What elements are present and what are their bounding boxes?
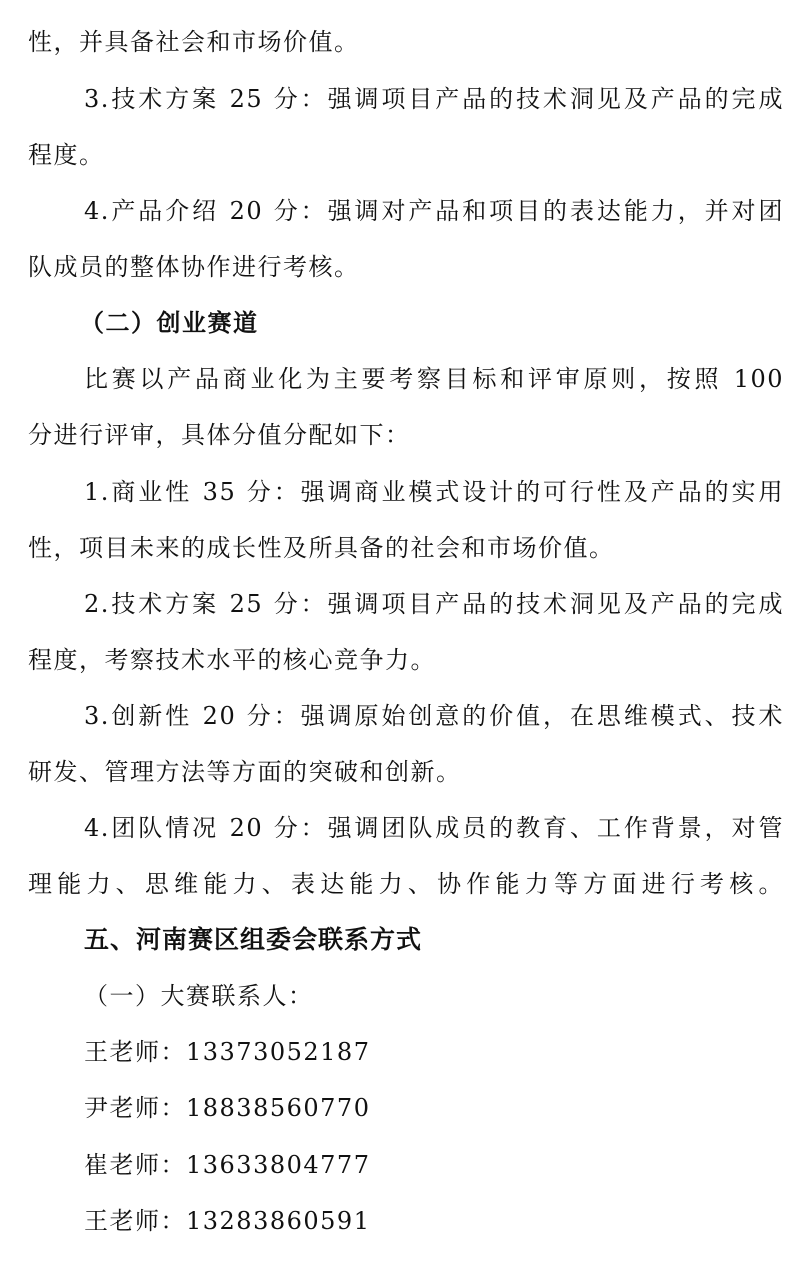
paragraph-continuation: 性，并具备社会和市场价值。: [28, 28, 360, 56]
contact-item: 崔老师：13633804777: [84, 1151, 371, 1179]
innovation-item-4-first-line: 4.产品介绍 20 分：强调对产品和项目的表达能力，并对团: [84, 197, 784, 225]
innovation-item-3-second-line: 程度。: [28, 141, 105, 169]
startup-item-2-first-line: 2.技术方案 25 分：强调项目产品的技术洞见及产品的完成: [84, 590, 784, 618]
contact-item: 尹老师：18838560770: [84, 1094, 371, 1122]
startup-item-3-first-line: 3.创新性 20 分：强调原始创意的价值，在思维模式、技术: [84, 702, 784, 730]
startup-item-1-second-line: 性，项目未来的成长性及所具备的社会和市场价值。: [28, 534, 615, 562]
contact-subheading: （一）大赛联系人：: [84, 982, 314, 1010]
startup-intro-first-line: 比赛以产品商业化为主要考察目标和评审原则，按照 100: [84, 365, 784, 393]
startup-item-3-second-line: 研发、管理方法等方面的突破和创新。: [28, 758, 462, 786]
innovation-item-3-first-line: 3.技术方案 25 分：强调项目产品的技术洞见及产品的完成: [84, 85, 784, 113]
startup-item-2-second-line: 程度，考察技术水平的核心竞争力。: [28, 646, 436, 674]
startup-item-4-first-line: 4.团队情况 20 分：强调团队成员的教育、工作背景，对管: [84, 814, 784, 842]
contact-item: 王老师：13373052187: [84, 1038, 371, 1066]
startup-item-4-second-line: 理能力、思维能力、表达能力、协作能力等方面进行考核。: [28, 870, 784, 898]
contact-section-heading: 五、河南赛区组委会联系方式: [84, 925, 423, 954]
startup-track-heading: （二）创业赛道: [80, 308, 259, 337]
startup-item-1-first-line: 1.商业性 35 分：强调商业模式设计的可行性及产品的实用: [84, 478, 784, 506]
contact-item: 王老师：13283860591: [84, 1207, 371, 1235]
startup-intro-second-line: 分进行评审，具体分值分配如下：: [28, 421, 411, 449]
innovation-item-4-second-line: 队成员的整体协作进行考核。: [28, 253, 360, 281]
